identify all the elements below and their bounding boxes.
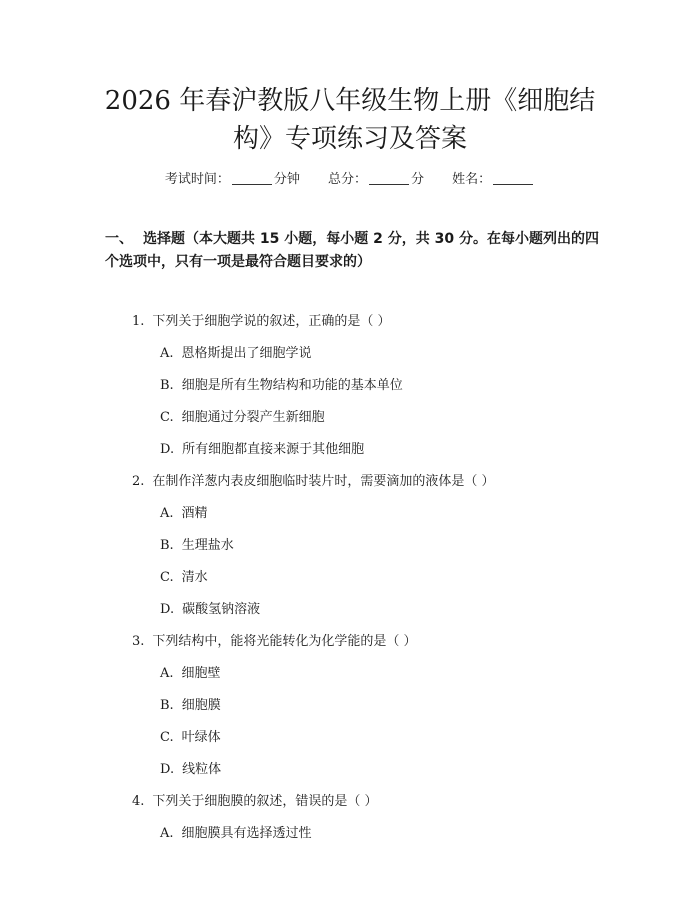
question-number: 3.	[132, 634, 145, 649]
question-3-option-b	[160, 694, 221, 713]
question-3	[132, 630, 417, 649]
option-letter: B.	[160, 538, 174, 553]
question-text: 下列结构中，能将光能转化为化学能的是（ ）	[152, 634, 417, 649]
exam-time-blank	[232, 184, 272, 185]
question-number: 1.	[132, 314, 145, 329]
option-letter: A.	[160, 346, 174, 361]
question-2	[132, 470, 495, 489]
option-text: 恩格斯提出了细胞学说	[181, 346, 312, 361]
question-2-option-d	[160, 598, 260, 617]
option-letter: B.	[160, 378, 174, 393]
question-3-option-c	[160, 726, 221, 745]
section-number: 一、	[105, 231, 133, 247]
option-text: 细胞膜	[181, 698, 221, 713]
question-2-option-c	[160, 566, 208, 585]
option-text: 酒精	[181, 506, 208, 521]
option-letter: C.	[160, 730, 174, 745]
option-letter: A.	[160, 506, 174, 521]
option-text: 叶绿体	[181, 730, 221, 745]
document-title: 2026 年春沪教版八年级生物上册《细胞结构》专项练习及答案	[104, 86, 596, 154]
question-number: 2.	[132, 474, 145, 489]
question-1-option-c	[160, 406, 325, 425]
option-text: 细胞壁	[181, 666, 221, 681]
question-2-option-b	[160, 534, 234, 553]
option-letter: B.	[160, 698, 174, 713]
option-letter: D.	[160, 442, 175, 457]
total-score-field	[328, 172, 424, 187]
total-score-label: 总分：	[327, 172, 367, 187]
question-4-option-a	[160, 822, 312, 841]
option-text: 细胞是所有生物结构和功能的基本单位	[181, 378, 403, 393]
exam-info-line	[0, 168, 700, 187]
question-3-option-d	[160, 758, 221, 777]
exam-time-unit: 分钟	[273, 172, 300, 187]
option-text: 线粒体	[182, 762, 222, 777]
question-text: 下列关于细胞学说的叙述，正确的是（ ）	[152, 314, 391, 329]
option-letter: A.	[160, 826, 174, 841]
total-score-blank	[369, 184, 409, 185]
question-1-option-d	[160, 438, 364, 457]
option-letter: D.	[160, 602, 175, 617]
question-1-option-b	[160, 374, 403, 393]
student-name-field	[452, 172, 535, 187]
question-text: 下列关于细胞膜的叙述，错误的是（ ）	[152, 794, 378, 809]
option-text: 所有细胞都直接来源于其他细胞	[182, 442, 365, 457]
exam-time-field	[165, 172, 300, 187]
option-text: 细胞通过分裂产生新细胞	[181, 410, 325, 425]
question-1	[132, 310, 391, 329]
question-2-option-a	[160, 502, 208, 521]
question-1-option-a	[160, 342, 312, 361]
question-number: 4.	[132, 794, 145, 809]
option-letter: C.	[160, 570, 174, 585]
option-letter: D.	[160, 762, 175, 777]
section-instructions: 选择题（本大题共 15 小题，每小题 2 分，共 30 分。在每小题列出的四个选项中，只有一项是最符合题目要求的）	[105, 231, 599, 270]
exam-time-label: 考试时间：	[164, 172, 230, 187]
student-name-label: 姓名：	[452, 172, 492, 187]
total-score-unit: 分	[411, 172, 425, 187]
question-3-option-a	[160, 662, 221, 681]
option-text: 细胞膜具有选择透过性	[181, 826, 312, 841]
option-text: 生理盐水	[181, 538, 234, 553]
question-text: 在制作洋葱内表皮细胞临时装片时，需要滴加的液体是（ ）	[152, 474, 495, 489]
option-text: 清水	[181, 570, 208, 585]
option-letter: C.	[160, 410, 174, 425]
section-heading	[105, 228, 605, 274]
question-4	[132, 790, 378, 809]
option-letter: A.	[160, 666, 174, 681]
student-name-blank	[493, 184, 533, 185]
option-text: 碳酸氢钠溶液	[182, 602, 261, 617]
